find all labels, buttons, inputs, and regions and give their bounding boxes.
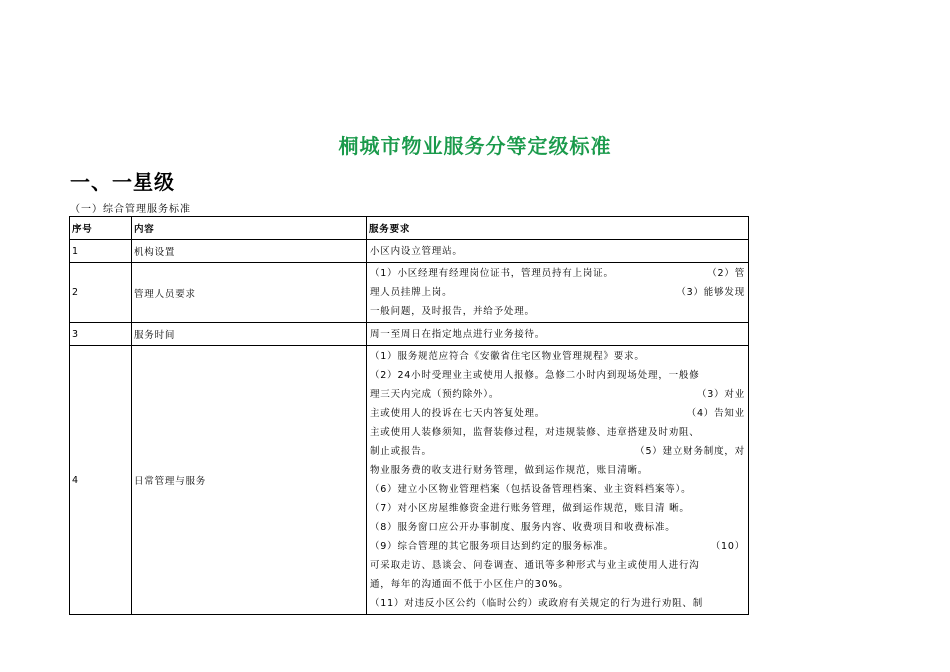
row-number: 1 <box>70 240 132 263</box>
requirement-text: （9）综合管理的其它服务项目达到约定的服务标准。 <box>370 541 614 552</box>
service-standard-table <box>69 216 749 615</box>
row-content: 机构设置 <box>132 240 367 263</box>
requirement-line <box>370 283 745 302</box>
row-requirement <box>367 346 749 615</box>
table-row <box>70 346 749 615</box>
requirement-line <box>370 404 745 423</box>
row-requirement <box>367 263 749 323</box>
requirement-line: 通，每年的沟通面不低于小区住户的30%。 <box>370 579 569 590</box>
requirement-line: （8）服务窗口应公开办事制度、服务内容、收费项目和收费标准。 <box>370 522 676 533</box>
requirement-text: （3）能够发现 <box>676 287 745 298</box>
table-row <box>70 240 749 263</box>
requirement-text: （5）建立财务制度，对 <box>635 446 745 457</box>
requirement-text: 理人员挂牌上岗。 <box>370 287 453 298</box>
requirement-text: （2）管 <box>707 268 745 279</box>
requirement-line <box>370 385 745 404</box>
row-number: 4 <box>70 346 132 615</box>
requirement-line: 小区内设立管理站。 <box>370 245 463 257</box>
requirement-line: （7）对小区房屋维修资金进行账务管理，做到运作规范，账目清 晰。 <box>370 503 690 514</box>
header-requirement: 服务要求 <box>367 217 749 240</box>
requirement-line <box>370 264 745 283</box>
row-number: 2 <box>70 263 132 323</box>
row-number: 3 <box>70 323 132 346</box>
requirement-text: （10） <box>710 541 745 552</box>
requirement-line: （1）服务规范应符合《安徽省住宅区物业管理规程》要求。 <box>370 351 645 362</box>
row-content: 服务时间 <box>132 323 367 346</box>
requirement-line <box>370 537 745 556</box>
requirement-line: （2）24小时受理业主或使用人报修。急修二小时内到现场处理，一般修 <box>370 370 700 381</box>
requirement-text: 制止或报告。 <box>370 446 432 457</box>
header-content: 内容 <box>132 217 367 240</box>
table-row <box>70 323 749 346</box>
table-header-row <box>70 217 749 240</box>
row-requirement <box>367 323 749 346</box>
row-requirement <box>367 240 749 263</box>
requirement-line: 主或使用人装修须知，监督装修过程，对违规装修、违章搭建及时劝阻、 <box>370 427 700 438</box>
requirement-text: 主或使用人的投诉在七天内答复处理。 <box>370 408 546 419</box>
table-row <box>70 263 749 323</box>
row-content: 管理人员要求 <box>132 263 367 323</box>
requirement-text: 理三天内完成（预约除外）。 <box>370 389 500 400</box>
subsection-heading: （一）综合管理服务标准 <box>70 204 191 215</box>
requirement-line: （6）建立小区物业管理档案（包括设备管理档案、业主资料档案等）。 <box>370 484 692 495</box>
header-no: 序号 <box>70 217 132 240</box>
requirement-text: （4）告知业 <box>686 408 745 419</box>
requirement-line: 可采取走访、恳谈会、问卷调查、通讯等多种形式与业主或使用人进行沟 <box>370 560 700 571</box>
requirement-line: 一般问题，及时报告，并给予处理。 <box>370 306 535 317</box>
requirement-line: 周一至周日在指定地点进行业务接待。 <box>370 328 546 340</box>
section-heading: 一、一星级 <box>70 170 175 194</box>
requirement-line: 物业服务费的收支进行财务管理，做到运作规范，账目清晰。 <box>370 465 649 476</box>
document-title: 桐城市物业服务分等定级标准 <box>338 134 612 158</box>
row-content: 日常管理与服务 <box>132 346 367 615</box>
requirement-text: （1）小区经理有经理岗位证书，管理员持有上岗证。 <box>370 268 614 279</box>
requirement-line: （11）对违反小区公约（临时公约）或政府有关规定的行为进行劝阻、制 <box>370 598 703 609</box>
requirement-line <box>370 442 745 461</box>
requirement-text: （3）对业 <box>696 389 745 400</box>
